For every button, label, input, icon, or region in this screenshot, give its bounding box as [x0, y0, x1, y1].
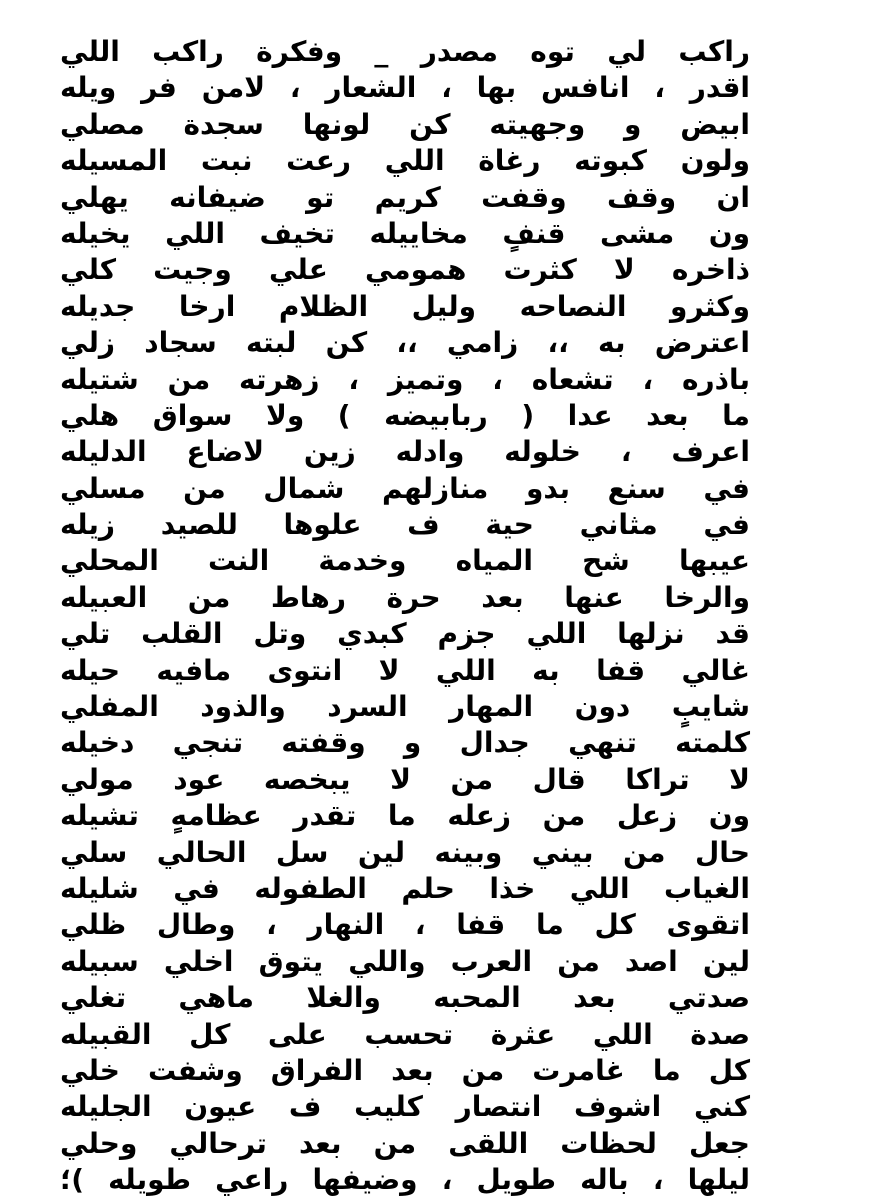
poem-line: راكب لي توه مصدر _ وفكرة راكب اللي — [60, 35, 750, 68]
poem-line: ذاخره لا كثرت همومي علي وجيت كلي — [60, 253, 750, 287]
poem-line: عيبها شح المياه وخدمة النت المحلي — [60, 544, 750, 578]
poem-line: حال من بيني وبينه لين سل الحالي سلي — [60, 835, 750, 869]
poem-line: اعترض به ،، زامي ،، كن لبته سجاد زلي — [60, 326, 750, 360]
poem-line: صدتي بعد المحبه والغلا ماهي تغلي — [60, 981, 750, 1015]
poem-line: صدة اللي عثرة تحسب على كل القبيله — [60, 1017, 750, 1051]
poem-line: اعرف ، خلوله وادله زين لاضاع الدليله — [60, 435, 750, 469]
poem-line: قد نزلها اللي جزم كبدي وتل القلب تلي — [60, 617, 750, 651]
poem-line: الغياب اللي خذا حلم الطفوله في شليله — [60, 871, 750, 905]
poem-line: ون زعل من زعله ما تقدر عظامهٍ تشيله — [60, 799, 750, 833]
poem-line: وكثرو النصاحه وليل الظلام ارخا جديله — [60, 289, 750, 323]
poem-line: كل ما غامرت من بعد الفراق وشفت خلي — [60, 1053, 750, 1087]
poem-line: اتقوى كل ما قفا ، النهار ، وطال ظلي — [60, 908, 750, 942]
poem-line: ون مشى قنفٍ مخاييله تخيف اللي يخيله — [60, 216, 750, 250]
poem-line: جعل لحظات اللقى من بعد ترحالي وحلي — [60, 1126, 750, 1160]
poem-line: لا تراكا قال من لا يبخصه عود مولي — [60, 762, 750, 796]
poem-line: كني اشوف انتصار كليب ف عيون الجليله — [60, 1090, 750, 1124]
poem-line: لين اصد من العرب واللي يتوق اخلي سبيله — [60, 944, 750, 978]
poem-line: في مثاني حية ف علوها للصيد زيله — [60, 508, 750, 542]
poem-line: ما بعد عدا ( ربابيضه ) ولا سواق هلي — [60, 398, 750, 432]
poem-line: اقدر ، انافس بها ، الشعار ، لامن فر ويله — [60, 71, 750, 105]
poem-line: والرخا عنها بعد حرة رهاط من العبيله — [60, 580, 750, 614]
poem-line: ابيض و وجهيته كن لونها سجدة مصلي — [60, 107, 750, 141]
poem-line: كلمته تنهي جدال و وقفته تنجي دخيله — [60, 726, 750, 760]
poem-line: ان وقف وقفت كريم تو ضيفانه يهلي — [60, 180, 750, 214]
poem-line: شايبٍ دون المهار السرد والذود المفلي — [60, 690, 750, 724]
poem-line: غالي قفا به اللي لا انتوى مافيه حيله — [60, 653, 750, 687]
poem-line: ولون كبوته رغاة اللي رعت نبت المسيله — [60, 144, 750, 178]
poem-line: باذره ، تشعاه ، وتميز ، زهرته من شتيله — [60, 362, 750, 396]
poem-line: في سنع بدو منازلهم شمال من مسلي — [60, 471, 750, 505]
poem-text — [60, 34, 750, 1199]
poem-line: ليلها ، باله طويل ، وضيفها راعي طويله )؛ — [60, 1163, 750, 1197]
